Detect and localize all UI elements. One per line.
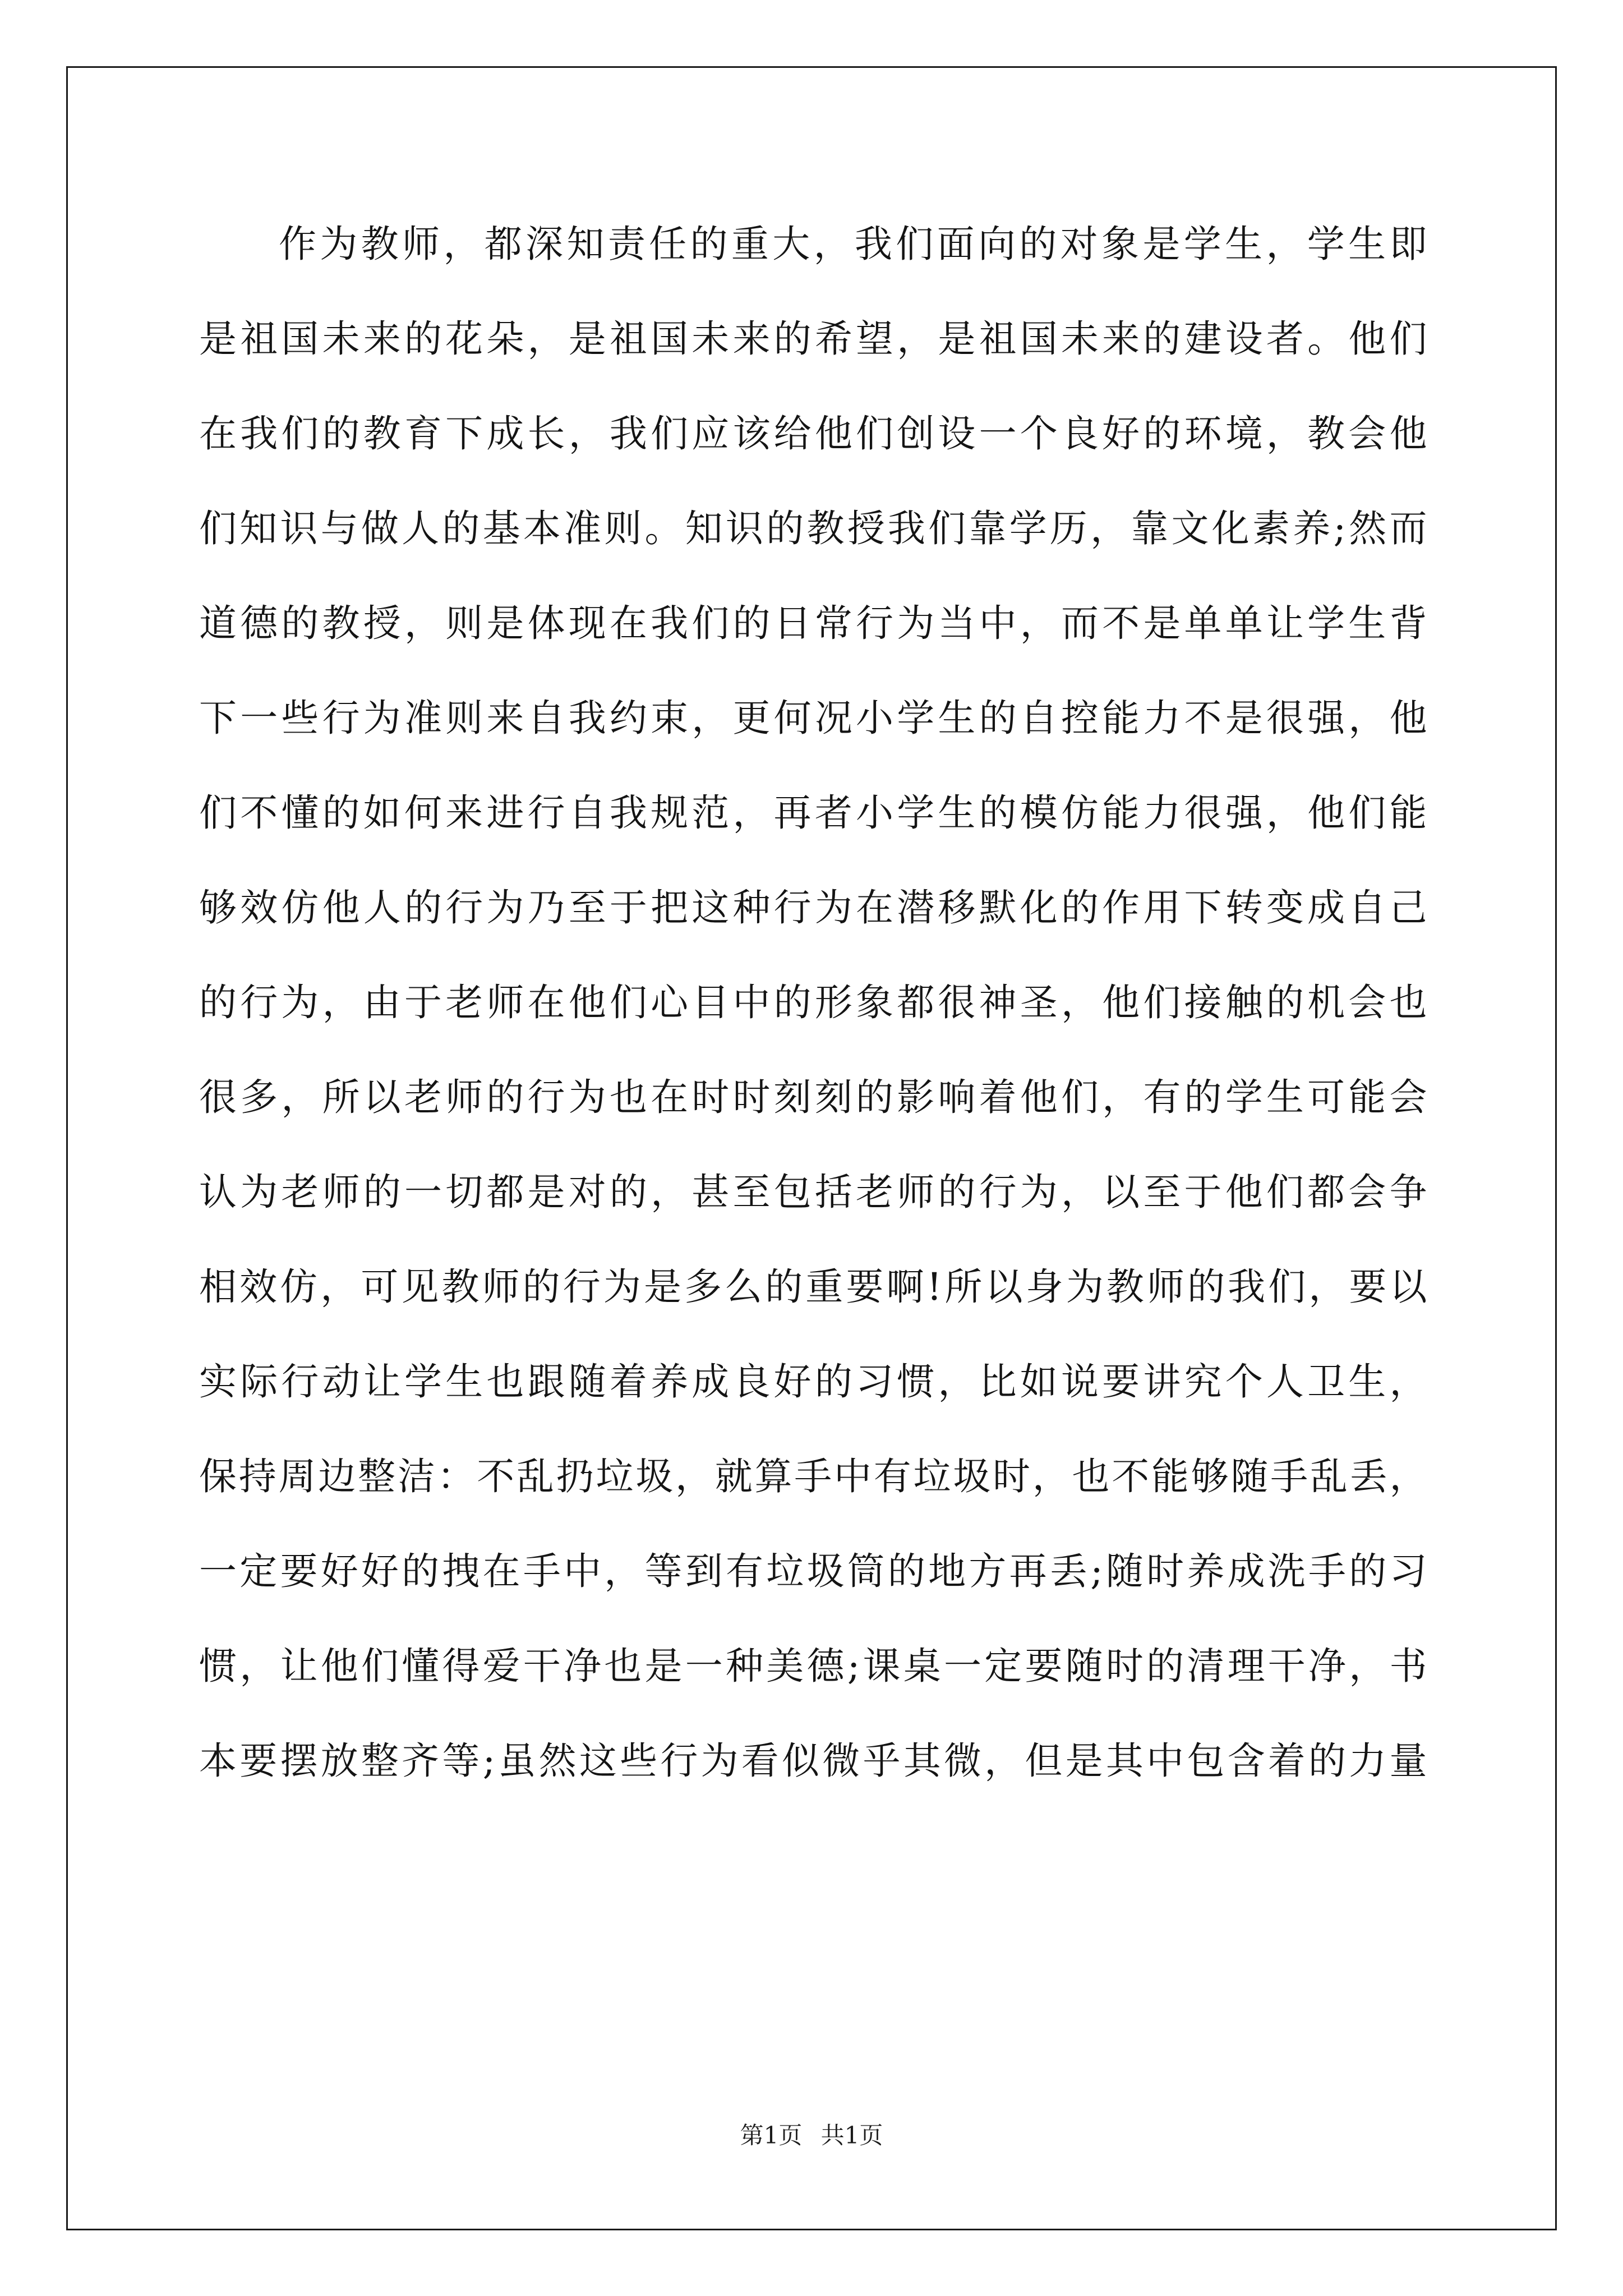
text-line: 们知识与做人的基本准则。知识的教授我们靠学历，靠文化素养;然而 [199,507,1427,550]
text-line: 作为教师，都深知责任的重大，我们面向的对象是学生，学生即 [279,222,1427,266]
text-line: 们不懂的如何来进行自我规范，再者小学生的模仿能力很强，他们能 [199,791,1427,835]
text-line: 下一些行为准则来自我约束，更何况小学生的自控能力不是很强，他 [199,696,1427,740]
text-line: 够效仿他人的行为乃至于把这种行为在潜移默化的作用下转变成自己 [199,886,1427,930]
text-line: 在我们的教育下成长，我们应该给他们创设一个良好的环境，教会他 [199,412,1427,455]
body-text [199,222,1427,1833]
page-number-footer: 第1页 共1页 [740,2122,883,2149]
text-line: 的行为，由于老师在他们心目中的形象都很神圣，他们接触的机会也 [199,981,1427,1024]
text-line: 认为老师的一切都是对的，甚至包括老师的行为，以至于他们都会争 [199,1170,1427,1214]
text-line: 道德的教授，则是体现在我们的日常行为当中，而不是单单让学生背 [199,601,1427,645]
text-line: 一定要好好的拽在手中，等到有垃圾筒的地方再丢;随时养成洗手的习 [199,1549,1427,1593]
text-line: 是祖国未来的花朵，是祖国未来的希望，是祖国未来的建设者。他们 [199,317,1427,361]
text-line: 惯，让他们懂得爱干净也是一种美德;课桌一定要随时的清理干净，书 [199,1644,1427,1688]
text-line: 很多，所以老师的行为也在时时刻刻的影响着他们，有的学生可能会 [199,1075,1427,1119]
text-line: 本要摆放整齐等;虽然这些行为看似微乎其微，但是其中包含着的力量 [199,1739,1427,1783]
text-line: 保持周边整洁：不乱扔垃圾，就算手中有垃圾时，也不能够随手乱丢， [199,1455,1427,1498]
text-line: 相效仿，可见教师的行为是多么的重要啊!所以身为教师的我们，要以 [199,1265,1427,1309]
text-line: 实际行动让学生也跟随着养成良好的习惯，比如说要讲究个人卫生， [199,1360,1427,1404]
